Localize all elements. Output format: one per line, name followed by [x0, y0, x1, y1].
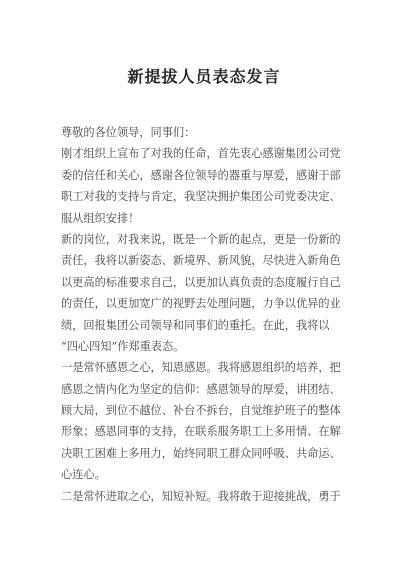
body-line: 职工对我的支持与肯定，我坚决拥护集团公司党委决定、 [61, 190, 341, 204]
body-line: 决职工困难上多用力，始终同职工群众同呼吸、共命运、 [61, 446, 341, 460]
body-line: 形象；感恩同事的支持，在联系服务职工上多用情、在解 [61, 425, 341, 439]
document-body [61, 122, 361, 507]
body-line: 绩，回报集团公司领导和同事们的重托。在此，我将以 [61, 318, 330, 332]
body-line: 新的岗位，对我来说，既是一个新的起点，更是一份新的 [61, 232, 341, 246]
body-line: 委的信任和关心，感谢各位领导的器重与厚爱，感谢于部 [61, 168, 341, 182]
body-line: 顾大局，到位不越位、补台不拆台，自觉维护班子的整体 [61, 404, 341, 418]
body-line: 刚才组织上宣布了对我的任命，首先衷心感谢集团公司党 [61, 147, 341, 161]
body-line: 的责任，以更加宽广的视野去处理问题，力争以优异的业 [61, 297, 341, 311]
body-line: 一是常怀感恩之心，知恩感恩。我将感恩组织的培养，把 [61, 361, 341, 375]
body-line: 服从组织安排！ [61, 211, 140, 225]
body-line: 感恩之情内化为坚定的信仰：感恩领导的厚爱，讲团结、 [61, 382, 341, 396]
body-line: “四心四知”作郑重表态。 [61, 339, 185, 353]
body-line: 责任，我将以新姿态、新境界、新风貌，尽快进入新角色 [61, 254, 341, 268]
body-line: 二是常怀进取之心，知短补短。我将敢于迎接挑战，勇于 [61, 489, 341, 503]
document-title: 新提拔人员表态发言 [127, 67, 281, 86]
body-line: 以更高的标准要求自己，以更加认真负责的态度履行自己 [61, 275, 341, 289]
body-line: 尊敬的各位领导，同事们： [61, 126, 196, 139]
body-line: 心连心。 [61, 468, 106, 482]
